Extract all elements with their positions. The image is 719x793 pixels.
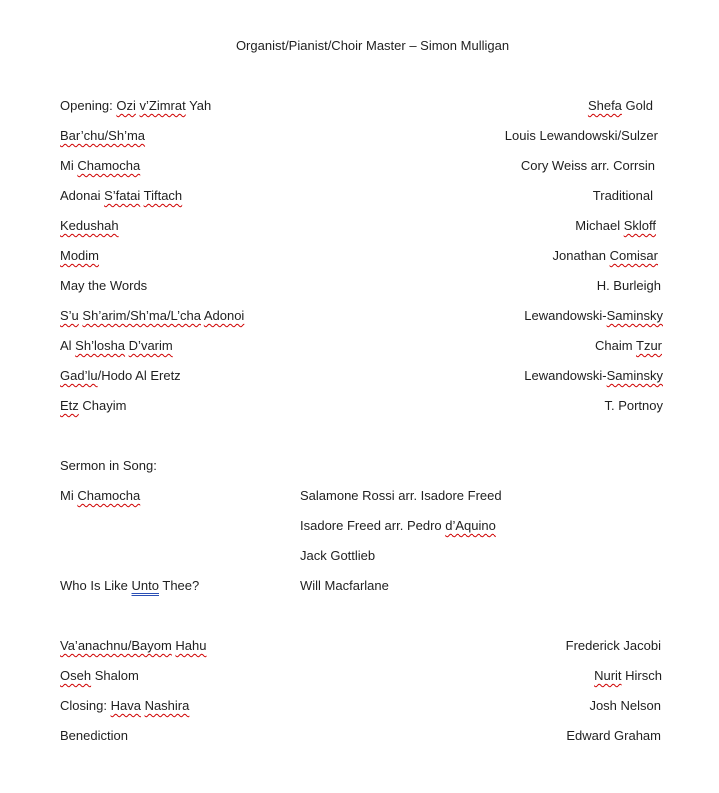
flagged-word: Hava	[110, 698, 141, 713]
flagged-word: Va’anachnu/Bayom	[60, 638, 172, 653]
text-run: Louis Lewandowski/Sulzer	[504, 128, 658, 143]
piece-title	[60, 367, 181, 385]
composer-name	[505, 127, 658, 145]
program-row	[0, 157, 719, 175]
composer-name	[300, 547, 375, 565]
sermon-row	[0, 547, 719, 565]
composer-name	[566, 727, 661, 745]
text-run: Hirsch	[621, 668, 662, 683]
composer-name	[566, 637, 661, 655]
flagged-word: Gad’lu	[60, 368, 98, 383]
program-row	[0, 247, 719, 265]
piece-title	[60, 217, 119, 235]
flagged-word: Saminsky	[606, 308, 663, 323]
text-run: Frederick Jacobi	[565, 638, 661, 653]
piece-title	[60, 307, 244, 325]
program-row	[0, 337, 719, 355]
text-run: Mi	[60, 158, 78, 173]
flagged-word: Bar’chu/Sh’ma	[60, 128, 146, 143]
program-row	[0, 127, 719, 145]
composer-name	[300, 517, 496, 535]
piece-title	[60, 97, 211, 115]
piece-title	[60, 337, 173, 355]
flagged-word: Nurit	[594, 668, 622, 683]
piece-title	[60, 247, 99, 265]
piece-title	[60, 667, 139, 685]
program-row	[0, 217, 719, 235]
piece-title	[60, 487, 140, 505]
composer-name	[524, 367, 663, 385]
closing-row	[0, 727, 719, 745]
flagged-word: Tzur	[636, 338, 662, 353]
text-run: Jonathan	[552, 248, 610, 263]
composer-name	[300, 577, 389, 595]
flagged-word: Comisar	[609, 248, 658, 263]
program-row	[0, 187, 719, 205]
flagged-word: v’Zimrat	[139, 98, 186, 113]
flagged-word: Unto	[131, 578, 159, 593]
text-run: Thee?	[159, 578, 200, 593]
text-run: Edward Graham	[566, 728, 661, 743]
text-run: /Hodo Al Eretz	[97, 368, 181, 383]
text-run: Salamone Rossi arr. Isadore Freed	[300, 488, 502, 503]
text-run: Adonai	[60, 188, 105, 203]
flagged-word: Kedushah	[60, 218, 119, 233]
flagged-word: S’fatai	[104, 188, 141, 203]
composer-name	[604, 397, 663, 415]
flagged-word: Ozi	[116, 98, 136, 113]
flagged-word: Modim	[60, 248, 100, 263]
text-run: Cory Weiss arr. Corrsin	[520, 158, 655, 173]
flagged-word: Sh’arim/Sh’ma/L’cha	[82, 308, 201, 323]
flagged-word: d’Aquino	[445, 518, 496, 533]
piece-title	[60, 727, 128, 745]
text-run: Lewandowski-	[524, 308, 607, 323]
piece-title	[60, 637, 206, 655]
sermon-row	[0, 517, 719, 535]
closing-row	[0, 697, 719, 715]
composer-name	[593, 187, 653, 205]
sermon-heading: Sermon in Song:	[60, 458, 157, 473]
program-row	[0, 367, 719, 385]
piece-title	[60, 277, 147, 295]
section-heading-row	[0, 457, 719, 475]
closing-row	[0, 637, 719, 655]
text-run: Lewandowski-	[524, 368, 607, 383]
text-run: Gold	[621, 98, 653, 113]
composer-name	[524, 307, 663, 325]
sermon-row	[0, 577, 719, 595]
flagged-word: Tiftach	[143, 188, 183, 203]
flagged-word: Nashira	[144, 698, 190, 713]
composer-name	[594, 667, 662, 685]
flagged-word: Chamocha	[77, 158, 141, 173]
flagged-word: Chamocha	[77, 488, 141, 503]
program-row	[0, 277, 719, 295]
closing-row	[0, 667, 719, 685]
composer-name	[588, 97, 653, 115]
text-run: Mi	[60, 488, 78, 503]
flagged-word: Sh’losha	[75, 338, 126, 353]
text-run: Closing:	[60, 698, 111, 713]
text-run: Will Macfarlane	[300, 578, 389, 593]
composer-name	[575, 217, 656, 235]
program-row	[0, 397, 719, 415]
text-run: Benediction	[60, 728, 128, 743]
text-run: Josh Nelson	[589, 698, 661, 713]
flagged-word: Saminsky	[606, 368, 663, 383]
text-run: Yah	[185, 98, 212, 113]
text-run: May the Words	[60, 278, 148, 293]
text-run: Chaim	[595, 338, 636, 353]
composer-name	[521, 157, 655, 175]
text-run: Jack Gottlieb	[300, 548, 376, 563]
composer-name	[597, 277, 661, 295]
piece-title	[60, 397, 126, 415]
piece-title	[60, 577, 199, 595]
sermon-row	[0, 487, 719, 505]
flagged-word: Skloff	[623, 218, 656, 233]
composer-name	[552, 247, 658, 265]
text-run: T. Portnoy	[604, 398, 663, 413]
piece-title	[60, 697, 189, 715]
program-row	[0, 307, 719, 325]
composer-name	[589, 697, 661, 715]
flagged-word: Hahu	[175, 638, 207, 653]
text-run: Isadore Freed arr. Pedro	[300, 518, 446, 533]
text-run: Who Is Like	[60, 578, 132, 593]
text-run: H. Burleigh	[596, 278, 661, 293]
flagged-word: Etz	[60, 398, 79, 413]
program-row	[0, 97, 719, 115]
flagged-word: S’u	[60, 308, 79, 323]
composer-name	[595, 337, 662, 355]
document-header: Organist/Pianist/Choir Master – Simon Mulligan	[235, 38, 510, 53]
text-run: Michael	[575, 218, 624, 233]
piece-title	[60, 187, 182, 205]
text-run: Shalom	[91, 668, 139, 683]
piece-title	[60, 127, 145, 145]
text-run: Chayim	[78, 398, 127, 413]
text-run: Opening:	[60, 98, 117, 113]
text-run: Traditional	[592, 188, 653, 203]
flagged-word: Adonoi	[203, 308, 245, 323]
text-run: Al	[60, 338, 76, 353]
piece-title	[60, 157, 140, 175]
flagged-word: D’varim	[128, 338, 173, 353]
flagged-word: Shefa	[587, 98, 622, 113]
composer-name	[300, 487, 502, 505]
flagged-word: Oseh	[60, 668, 92, 683]
